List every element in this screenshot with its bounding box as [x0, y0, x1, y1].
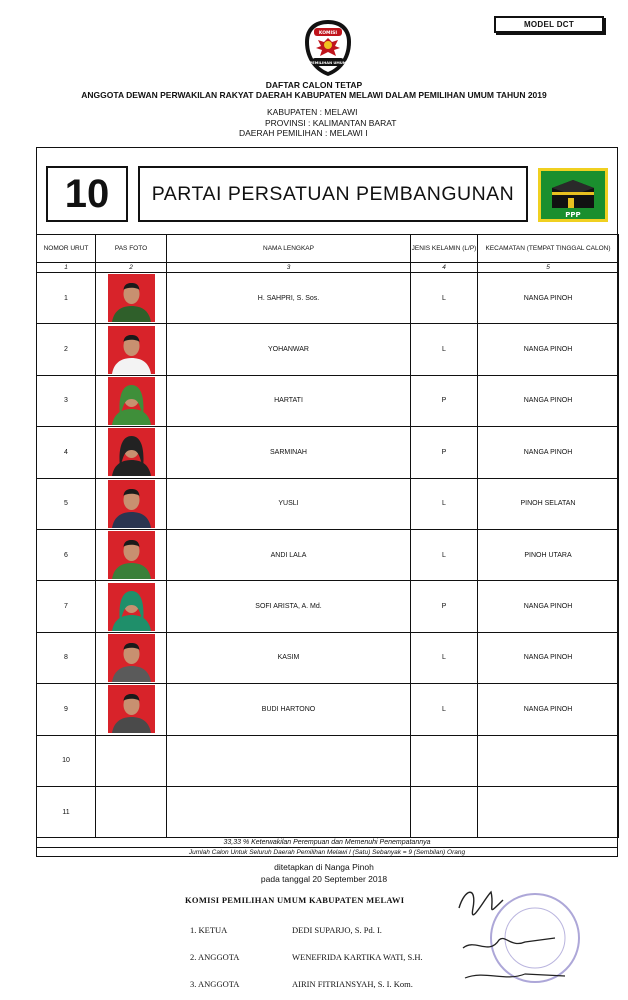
candidate-photo-icon [108, 531, 155, 579]
provinsi-label: PROVINSI : KALIMANTAN BARAT [265, 118, 397, 128]
dapil-label: DAERAH PEMILIHAN : MELAWI I [239, 128, 368, 138]
nomor-urut-cell: 10 [37, 735, 96, 786]
table-row [37, 529, 619, 580]
signatory-role: 2. ANGGOTA [190, 952, 240, 962]
pas-foto-cell [96, 273, 167, 324]
logo-top-text: KOMISI [318, 31, 338, 36]
jenis-kelamin-cell: L [411, 273, 478, 324]
kecamatan-cell: PINOH SELATAN [478, 478, 619, 529]
column-index: 3 [167, 263, 411, 273]
kecamatan-cell [478, 786, 619, 837]
total-note: Jumlah Calon Untuk Seluruh Daerah Pemilihan Melawi I (Satu) Sebanyak = 9 (Sembilan) Orang [188, 849, 466, 856]
signatory-name: AIRIN FITRIANSYAH, S. I. Kom. [292, 979, 413, 989]
nama-lengkap-cell: YUSLI [167, 478, 411, 529]
pas-foto-cell [96, 529, 167, 580]
nomor-urut-cell: 7 [37, 581, 96, 632]
nomor-urut-cell: 11 [37, 786, 96, 837]
column-index: 4 [411, 263, 478, 273]
header-pas-foto: PAS FOTO [96, 235, 167, 263]
kecamatan-cell: NANGA PINOH [478, 375, 619, 426]
pas-foto-cell [96, 324, 167, 375]
table-row [37, 735, 619, 786]
table-row [37, 478, 619, 529]
jenis-kelamin-cell: L [411, 478, 478, 529]
signatory-name: DEDI SUPARJO, S. Pd. I. [292, 925, 382, 935]
nama-lengkap-cell: BUDI HARTONO [167, 684, 411, 735]
header-nomor-urut: NOMOR URUT [37, 235, 96, 263]
kecamatan-cell: NANGA PINOH [478, 427, 619, 478]
nomor-urut-cell: 8 [37, 632, 96, 683]
official-stamp-signature-icon [455, 878, 590, 1000]
kecamatan-cell: NANGA PINOH [478, 632, 619, 683]
nomor-urut-cell: 2 [37, 324, 96, 375]
jenis-kelamin-cell: L [411, 324, 478, 375]
nomor-urut-cell: 1 [37, 273, 96, 324]
header-nama-lengkap: NAMA LENGKAP [167, 235, 411, 263]
nomor-urut-cell: 3 [37, 375, 96, 426]
nama-lengkap-cell [167, 735, 411, 786]
nama-lengkap-cell: YOHANWAR [167, 324, 411, 375]
table-row [37, 632, 619, 683]
party-number: 10 [46, 166, 128, 222]
kpu-logo-icon [302, 18, 354, 78]
header-jenis-kelamin: JENIS KELAMIN (L/P) [411, 235, 478, 263]
document-subtitle: ANGGOTA DEWAN PERWAKILAN RAKYAT DAERAH KABUPATEN MELAWI DALAM PEMILIHAN UMUM TAHUN 2019 [81, 90, 547, 100]
table-row [37, 786, 619, 837]
column-index: 2 [96, 263, 167, 273]
nomor-urut-cell: 9 [37, 684, 96, 735]
party-logo-text: PPP [565, 211, 581, 219]
jenis-kelamin-cell: L [411, 529, 478, 580]
commission-title: KOMISI PEMILIHAN UMUM KABUPATEN MELAWI [185, 895, 405, 905]
ppp-kaaba-logo-icon [538, 168, 608, 222]
party-name: PARTAI PERSATUAN PEMBANGUNAN [138, 166, 528, 222]
jenis-kelamin-cell: L [411, 632, 478, 683]
pas-foto-cell [96, 786, 167, 837]
candidate-photo-icon [108, 480, 155, 528]
candidate-photo-icon [108, 274, 155, 322]
representation-note: 33,33 % Keterwakilan Perempuan dan Memenuhi Penempatannya [36, 837, 618, 848]
jenis-kelamin-cell: P [411, 427, 478, 478]
candidate-photo-icon [108, 634, 155, 682]
jenis-kelamin-cell: P [411, 375, 478, 426]
table-row [37, 427, 619, 478]
jenis-kelamin-cell [411, 786, 478, 837]
table-row [37, 581, 619, 632]
place-label: ditetapkan di Nanga Pinoh [274, 862, 374, 872]
nomor-urut-cell: 6 [37, 529, 96, 580]
pas-foto-cell [96, 735, 167, 786]
candidate-photo-icon [108, 377, 155, 425]
date-label: pada tanggal 20 September 2018 [260, 874, 388, 884]
candidate-photo-icon [108, 428, 155, 476]
signatory-role: 3. ANGGOTA [190, 979, 240, 989]
nama-lengkap-cell: SOFI ARISTA, A. Md. [167, 581, 411, 632]
pas-foto-cell [96, 478, 167, 529]
kecamatan-cell: PINOH UTARA [478, 529, 619, 580]
model-label: MODEL DCT [494, 16, 604, 33]
column-index: 1 [37, 263, 96, 273]
nomor-urut-cell: 5 [37, 478, 96, 529]
candidate-photo-icon [108, 685, 155, 733]
header-kecamatan: KECAMATAN (TEMPAT TINGGAL CALON) [478, 235, 619, 263]
document-title: DAFTAR CALON TETAP [265, 80, 363, 90]
table-row [37, 684, 619, 735]
nama-lengkap-cell [167, 786, 411, 837]
candidate-table [36, 234, 619, 838]
table-row [37, 375, 619, 426]
kecamatan-cell: NANGA PINOH [478, 581, 619, 632]
logo-bottom-text: PEMILIHAN UMUM [309, 61, 347, 65]
pas-foto-cell [96, 375, 167, 426]
jenis-kelamin-cell [411, 735, 478, 786]
kecamatan-cell: NANGA PINOH [478, 684, 619, 735]
candidate-photo-icon [108, 326, 155, 374]
kecamatan-cell [478, 735, 619, 786]
table-row [37, 273, 619, 324]
pas-foto-cell [96, 581, 167, 632]
nama-lengkap-cell: HARTATI [167, 375, 411, 426]
nama-lengkap-cell: SARMINAH [167, 427, 411, 478]
pas-foto-cell [96, 684, 167, 735]
table-row [37, 324, 619, 375]
kecamatan-cell: NANGA PINOH [478, 324, 619, 375]
nama-lengkap-cell: H. SAHPRI, S. Sos. [167, 273, 411, 324]
pas-foto-cell [96, 427, 167, 478]
column-index: 5 [478, 263, 619, 273]
nama-lengkap-cell: ANDI LALA [167, 529, 411, 580]
kabupaten-label: KABUPATEN : MELAWI [267, 107, 358, 117]
candidate-photo-icon [108, 583, 155, 631]
jenis-kelamin-cell: P [411, 581, 478, 632]
jenis-kelamin-cell: L [411, 684, 478, 735]
signatory-role: 1. KETUA [190, 925, 228, 935]
nomor-urut-cell: 4 [37, 427, 96, 478]
nama-lengkap-cell: KASIM [167, 632, 411, 683]
pas-foto-cell [96, 632, 167, 683]
kecamatan-cell: NANGA PINOH [478, 273, 619, 324]
signatory-name: WENEFRIDA KARTIKA WATI, S.H. [292, 952, 423, 962]
